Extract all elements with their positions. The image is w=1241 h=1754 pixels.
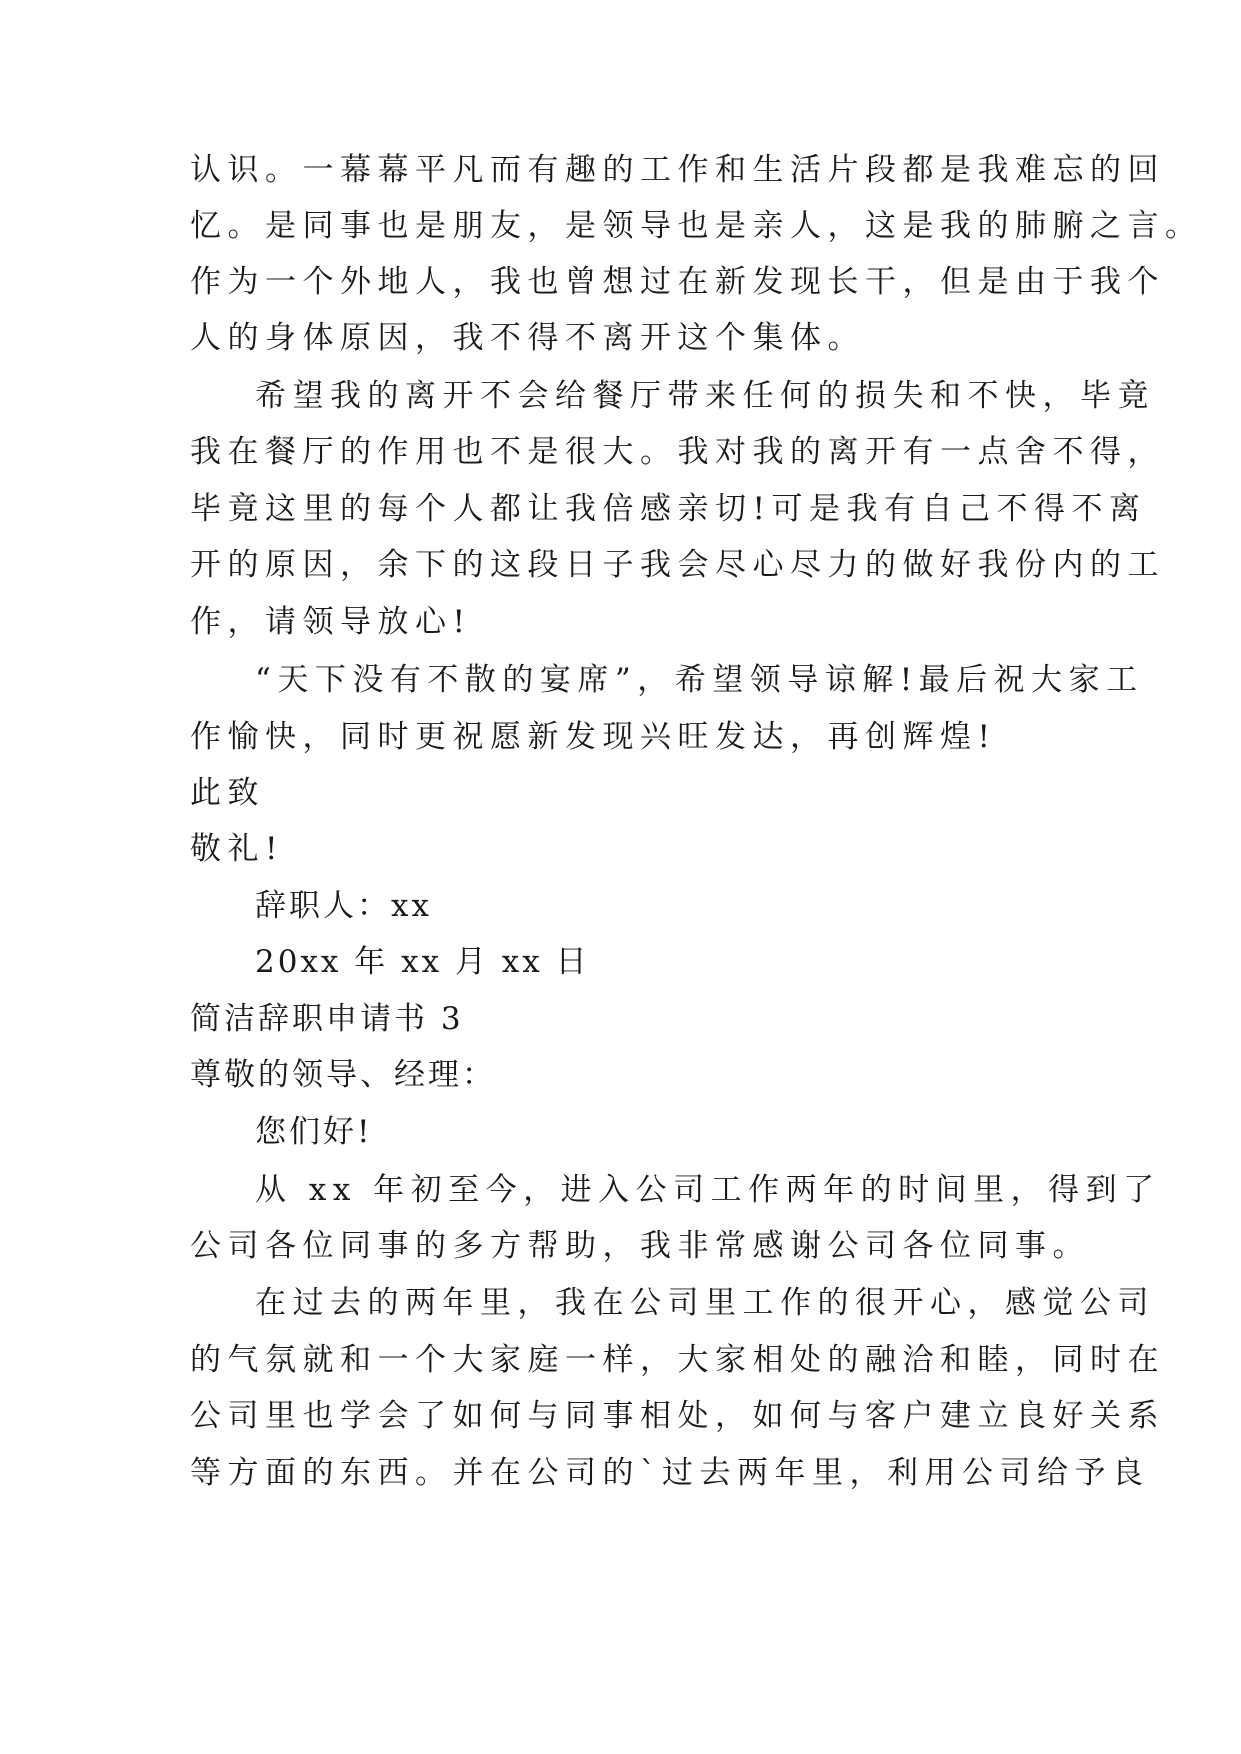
paragraph-line: 作为一个外地人，我也曾想过在新发现长干，但是由于我个: [190, 264, 1165, 300]
closing-line: 此致: [190, 775, 265, 811]
salutation-line: 尊敬的领导、经理：: [190, 1057, 496, 1093]
paragraph-line: 从 xx 年初至今，进入公司工作两年的时间里，得到了: [255, 1172, 1161, 1208]
paragraph-line: 希望我的离开不会给餐厅带来任何的损失和不快，毕竟: [255, 378, 1155, 414]
paragraph-line: 的气氛就和一个大家庭一样，大家相处的融洽和睦，同时在: [190, 1342, 1165, 1378]
paragraph-line: 在过去的两年里，我在公司里工作的很开心，感觉公司: [255, 1285, 1155, 1321]
paragraph-line: 毕竟这里的每个人都让我倍感亲切!可是我有自己不得不离: [190, 491, 1147, 527]
date-line: 20xx 年 xx 月 xx 日: [255, 944, 590, 980]
paragraph-line: 等方面的东西。并在公司的`过去两年里，利用公司给予良: [190, 1455, 1150, 1491]
section-heading: 简洁辞职申请书 3: [190, 1001, 464, 1037]
paragraph-line: 作，请领导放心!: [190, 604, 472, 640]
paragraph-line: 开的原因，余下的这段日子我会尽心尽力的做好我份内的工: [190, 547, 1165, 583]
paragraph-line: 我在餐厅的作用也不是很大。我对我的离开有一点舍不得，: [190, 434, 1165, 470]
paragraph-line: “天下没有不散的宴席”，希望领导谅解!最后祝大家工: [255, 662, 1144, 698]
paragraph-line: 公司各位同事的多方帮助，我非常感谢公司各位同事。: [190, 1228, 1090, 1264]
paragraph-line: 公司里也学会了如何与同事相处，如何与客户建立良好关系: [190, 1398, 1165, 1434]
closing-line: 敬礼!: [190, 831, 284, 867]
greeting-line: 您们好!: [255, 1114, 373, 1150]
paragraph-line: 忆。是同事也是朋友，是领导也是亲人，这是我的肺腑之言。: [190, 208, 1203, 244]
paragraph-line: 作愉快，同时更祝愿新发现兴旺发达，再创辉煌!: [190, 719, 997, 755]
paragraph-line: 人的身体原因，我不得不离开这个集体。: [190, 320, 865, 356]
signature-line: 辞职人：xx: [255, 888, 432, 924]
paragraph-line: 认识。一幕幕平凡而有趣的工作和生活片段都是我难忘的回: [190, 152, 1165, 188]
